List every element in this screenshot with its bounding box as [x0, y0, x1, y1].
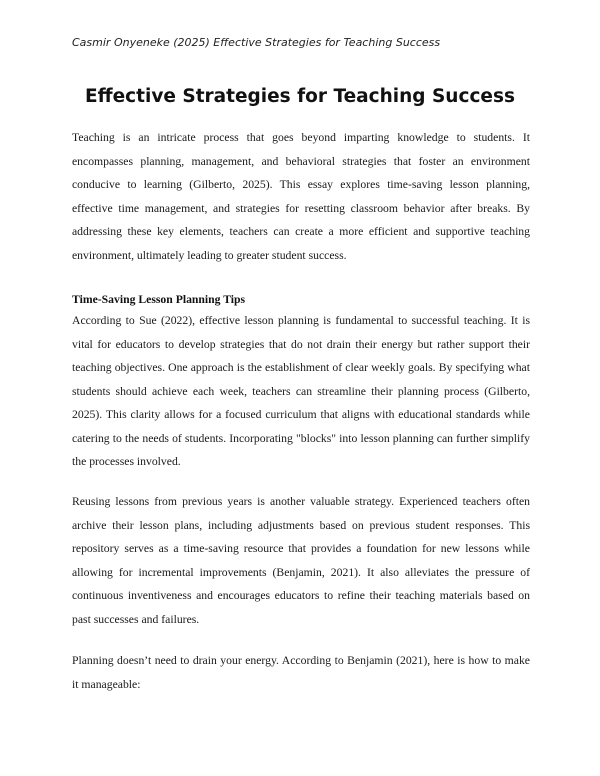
paragraph-line: archive their lesson plans, including adjustments based on previous student responses. This: [72, 518, 530, 532]
paragraph-line: According to Sue (2022), effective lesson planning is fundamental to successful teaching. It is: [72, 314, 530, 327]
paragraph-line: teaching objectives. One approach is the establishment of clear weekly goals. By specifying what: [72, 361, 530, 374]
document-title: Effective Strategies for Teaching Success: [85, 86, 515, 107]
planning-energy-paragraph: [72, 649, 530, 696]
paragraph-line: Reusing lessons from previous years is another valuable strategy. Experienced teachers often: [72, 495, 530, 508]
paragraph-line: 2025). This clarity allows for a focused curriculum that aligns with educational standards while: [72, 408, 530, 421]
paragraph-line: past successes and failures.: [72, 612, 200, 626]
reusing-lessons-paragraph: [72, 490, 530, 631]
paragraph-line: it manageable:: [72, 677, 141, 691]
paragraph-line: the processes involved.: [72, 455, 181, 468]
section-heading: Time-Saving Lesson Planning Tips: [72, 293, 246, 306]
paragraph-line: catering to the needs of students. Incorporating "blocks" into lesson planning can further simplify: [72, 431, 530, 445]
lesson-planning-paragraph: [72, 309, 530, 474]
paragraph-line: conducive to learning (Gilberto, 2025). This essay explores time-saving lesson planning,: [72, 178, 530, 191]
paragraph-line: effective time management, and strategies for resetting classroom behavior after breaks. By: [72, 201, 530, 215]
paragraph-line: addressing these key elements, teachers can create a more efficient and supportive teaching: [72, 225, 530, 238]
paragraph-line: encompasses planning, management, and behavioral strategies that foster an environment: [72, 154, 530, 168]
intro-paragraph: [72, 126, 530, 267]
paragraph-line: environment, ultimately leading to greater student success.: [72, 248, 347, 262]
paragraph-line: continuous inventiveness and encourages educators to refine their teaching materials based on: [72, 589, 530, 602]
paragraph-line: allowing for incremental improvements (Benjamin, 2021). It also alleviates the pressure of: [72, 565, 530, 579]
running-header: Casmir Onyeneke (2025) Effective Strategies for Teaching Success: [72, 36, 441, 49]
paragraph-line: Teaching is an intricate process that goes beyond imparting knowledge to students. It: [72, 131, 530, 144]
paragraph-line: vital for educators to develop strategies that do not drain their energy but rather support their: [72, 337, 530, 351]
paragraph-line: Planning doesn’t need to drain your energy. According to Benjamin (2021), here is how to make: [72, 654, 530, 667]
paragraph-line: students should achieve each week, teachers can streamline their planning process (Gilberto,: [72, 384, 530, 398]
paragraph-line: repository serves as a time-saving resource that provides a foundation for new lessons while: [72, 542, 530, 555]
